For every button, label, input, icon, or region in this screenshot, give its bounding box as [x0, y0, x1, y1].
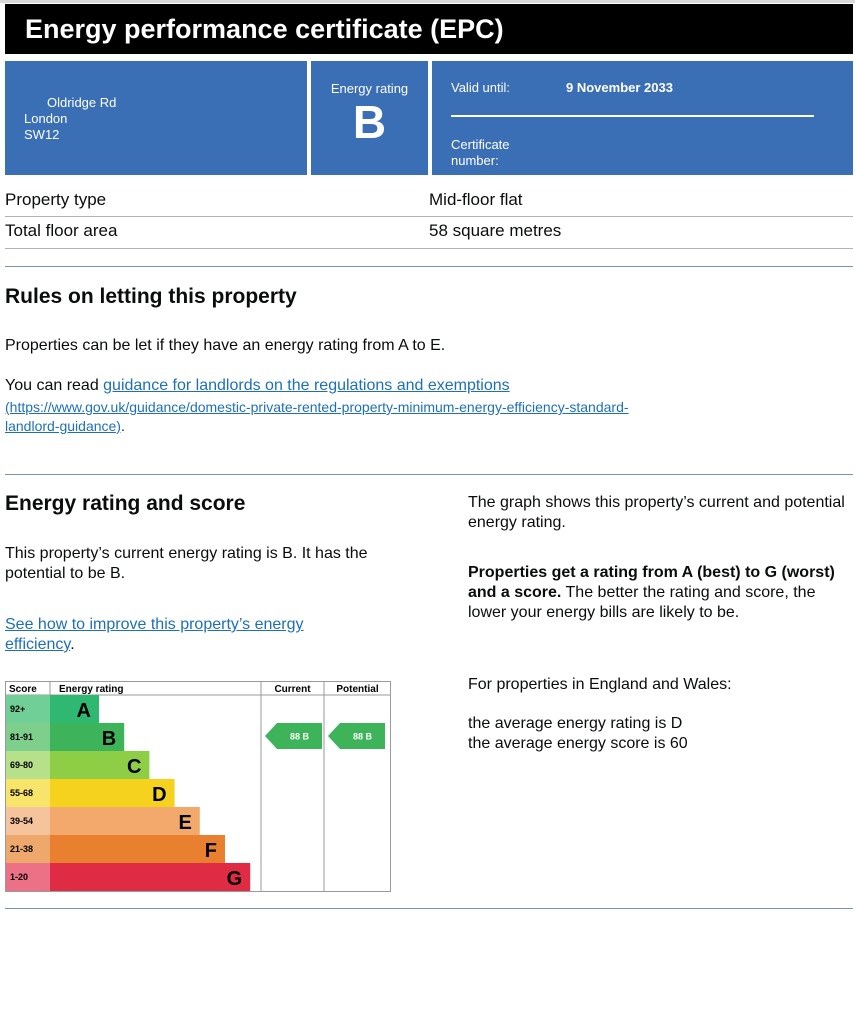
valid-until-date: 9 November 2033	[566, 80, 673, 95]
guidance-url	[5, 398, 853, 436]
rating-scale-bold: Properties get a rating from A (best) to G (worst) and a score.	[468, 564, 835, 601]
top-border	[0, 0, 855, 3]
improve-efficiency-link-1[interactable]: See how to improve this property’s energy	[5, 616, 304, 633]
band-range-label: 1-20	[10, 872, 29, 882]
band-range-label: 55-68	[10, 788, 34, 798]
valid-until-label: Valid until:	[451, 80, 511, 95]
rating-heading: Energy rating and score	[5, 492, 246, 515]
band-bar-e	[50, 807, 200, 835]
letting-text: Properties can be let if they have an energy rating from A to E.	[5, 337, 446, 354]
floor-area-value: 58 square metres	[429, 221, 562, 240]
band-letter: E	[178, 812, 192, 834]
address-line-2: London	[24, 111, 68, 126]
band-letter: B	[101, 728, 117, 750]
page-title: Energy performance certificate (EPC)	[5, 4, 853, 54]
section-divider	[5, 908, 853, 909]
guidance-link[interactable]: guidance for landlords on the regulations and exemptions	[103, 377, 510, 394]
property-type-label: Property type	[5, 190, 107, 209]
band-letter: D	[152, 784, 167, 806]
band-letter: F	[204, 840, 217, 862]
energy-rating-caption: Energy rating	[330, 81, 409, 96]
band-range-label: 81-91	[10, 732, 34, 742]
address-line-3: SW12	[24, 127, 60, 142]
energy-rating-letter: B	[352, 96, 387, 148]
rating-scale-rest: The better the rating and score, the lower your energy bills are likely to be.	[468, 584, 816, 621]
header-current: Current	[274, 684, 311, 695]
letting-guidance	[5, 376, 853, 396]
rating-scale-explanation	[468, 563, 853, 623]
band-letter: G	[226, 868, 243, 890]
current-rating-label: 88 B	[289, 731, 310, 742]
address-line-1: Oldridge Rd	[47, 95, 117, 110]
certificate-number-label: Certificate number:	[451, 137, 510, 168]
guidance-url-suffix: .	[120, 418, 125, 434]
improve-efficiency-link-2[interactable]: efficiency	[5, 636, 71, 653]
average-score: the average energy score is 60	[468, 735, 688, 752]
improve-suffix: .	[70, 636, 75, 653]
band-bar-f	[50, 835, 225, 863]
header-score: Score	[9, 684, 37, 695]
section-divider	[5, 474, 853, 475]
floor-area-label: Total floor area	[5, 221, 118, 240]
improve-efficiency	[5, 615, 405, 655]
band-range-label: 21-38	[10, 844, 34, 854]
band-bar-a	[50, 695, 99, 723]
average-rating: the average energy rating is D	[468, 715, 683, 732]
header-potential: Potential	[336, 684, 379, 695]
band-range-label: 39-54	[10, 816, 34, 826]
divider	[5, 248, 853, 249]
address-panel	[5, 61, 307, 175]
letting-heading: Rules on letting this property	[5, 285, 297, 308]
section-divider	[5, 266, 853, 267]
validity-divider	[451, 115, 814, 117]
validity-panel	[432, 61, 853, 175]
region-text: For properties in England and Wales:	[468, 676, 732, 693]
band-letter: C	[126, 756, 142, 778]
energy-rating-chart	[5, 681, 391, 892]
header-energy-rating: Energy rating	[59, 684, 124, 695]
potential-rating-label: 88 B	[352, 731, 373, 742]
band-range-label: 69-80	[10, 760, 34, 770]
band-range-label: 92+	[10, 704, 26, 714]
energy-rating-panel	[311, 61, 428, 175]
band-letter: A	[76, 700, 91, 722]
property-type-value: Mid-floor flat	[429, 190, 523, 209]
band-bar-g	[50, 863, 250, 891]
graph-explanation: The graph shows this property’s current and potential energy rating.	[468, 494, 845, 531]
current-rating-text: This property’s current energy rating is B. It has the potential to be B.	[5, 545, 368, 582]
guidance-url-link-1[interactable]: (https://www.gov.uk/guidance/domestic-private-rented-property-minimum-energy-efficiency-standard-	[5, 399, 629, 415]
divider	[5, 216, 853, 217]
guidance-prefix: You can read	[5, 377, 104, 394]
guidance-url-link-2[interactable]: landlord-guidance)	[5, 418, 121, 434]
